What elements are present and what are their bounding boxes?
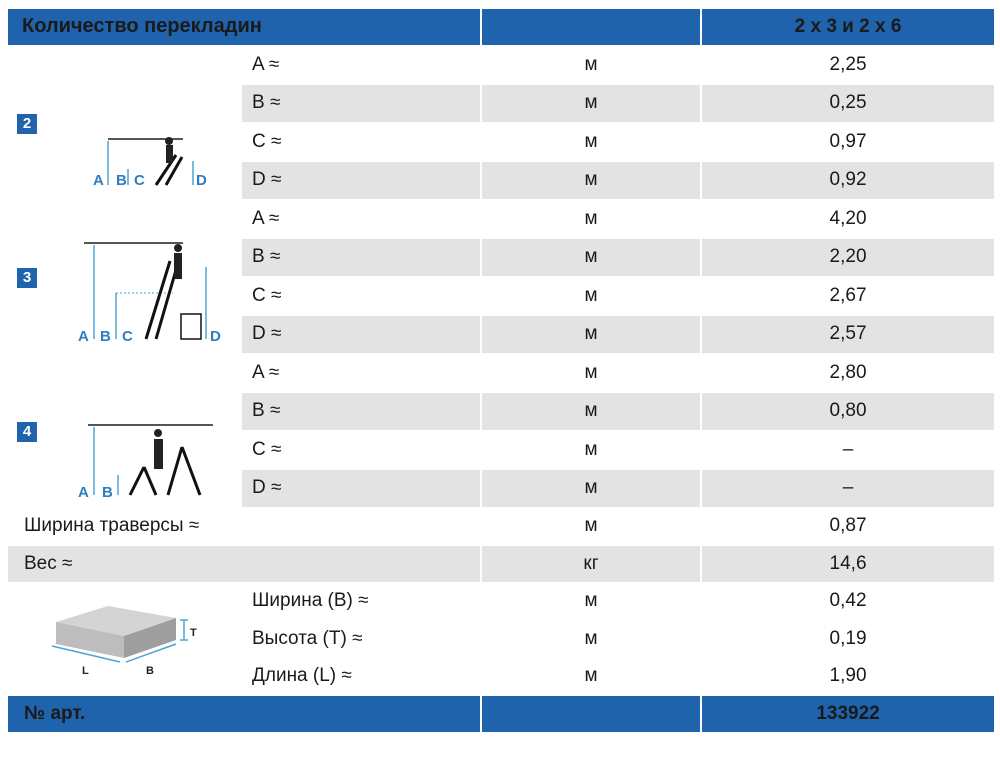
svg-text:A: A — [78, 327, 89, 345]
section-badge: 2 — [17, 114, 37, 134]
section-number — [7, 354, 47, 508]
row-label: A ≈ — [241, 200, 481, 239]
row-unit: м — [481, 123, 701, 162]
svg-text:L: L — [82, 664, 89, 677]
traverse-unit: м — [481, 508, 701, 546]
row-unit: м — [481, 277, 701, 316]
svg-text:B: B — [100, 327, 111, 345]
ladder-diagram-4 — [47, 354, 241, 508]
table-row — [7, 200, 995, 239]
row-value: 2,80 — [701, 354, 995, 393]
ladder-diagram-3 — [47, 200, 241, 354]
ladder-illustration-icon — [48, 201, 238, 353]
row-unit: м — [481, 469, 701, 508]
row-value: 0,42 — [701, 583, 995, 621]
row-unit: м — [481, 315, 701, 354]
footer-unit-spacer — [481, 695, 701, 733]
row-unit: м — [481, 46, 701, 85]
header-unit-spacer — [481, 8, 701, 46]
row-unit: м — [481, 431, 701, 470]
table-row — [7, 583, 995, 621]
row-label: Длина (L) ≈ — [241, 658, 481, 696]
row-unit: м — [481, 161, 701, 200]
row-label: Высота (T) ≈ — [241, 620, 481, 658]
row-unit: м — [481, 620, 701, 658]
row-label: C ≈ — [241, 277, 481, 316]
row-value: 2,67 — [701, 277, 995, 316]
row-label: D ≈ — [241, 315, 481, 354]
table-row — [7, 46, 995, 85]
row-value: – — [701, 469, 995, 508]
row-label: B ≈ — [241, 84, 481, 123]
traverse-value: 0,87 — [701, 508, 995, 546]
table-footer — [7, 695, 995, 733]
svg-text:T: T — [190, 626, 197, 639]
section-number — [7, 200, 47, 354]
svg-text:B: B — [102, 483, 113, 501]
row-value: 2,57 — [701, 315, 995, 354]
row-value: 0,19 — [701, 620, 995, 658]
row-label: A ≈ — [241, 46, 481, 85]
row-value: 0,25 — [701, 84, 995, 123]
row-value: 2,25 — [701, 46, 995, 85]
table-row-weight — [7, 545, 995, 583]
ladder-diagram-2 — [47, 46, 241, 200]
table-row — [7, 354, 995, 393]
article-number: 133922 — [701, 695, 995, 733]
weight-unit: кг — [481, 545, 701, 583]
row-label: B ≈ — [241, 238, 481, 277]
weight-value: 14,6 — [701, 545, 995, 583]
svg-text:A: A — [78, 483, 89, 501]
row-unit: м — [481, 238, 701, 277]
header-model: 2 x 3 и 2 x 6 — [701, 8, 995, 46]
row-label: C ≈ — [241, 123, 481, 162]
header-title: Количество перекладин — [7, 8, 481, 46]
package-diagram — [7, 583, 241, 696]
row-unit: м — [481, 354, 701, 393]
table-header — [7, 8, 995, 46]
row-value: 4,20 — [701, 200, 995, 239]
traverse-label: Ширина траверсы ≈ — [7, 508, 481, 546]
svg-text:D: D — [196, 171, 207, 189]
svg-text:C: C — [134, 171, 145, 189]
row-unit: м — [481, 84, 701, 123]
svg-text:C: C — [122, 327, 133, 345]
row-unit: м — [481, 392, 701, 431]
row-label: Ширина (B) ≈ — [241, 583, 481, 621]
row-value: – — [701, 431, 995, 470]
row-label: A ≈ — [241, 354, 481, 393]
row-unit: м — [481, 583, 701, 621]
row-label: C ≈ — [241, 431, 481, 470]
ladder-illustration-icon — [48, 47, 238, 199]
row-value: 0,97 — [701, 123, 995, 162]
spec-table — [6, 7, 996, 734]
svg-text:A: A — [93, 171, 104, 189]
section-number — [7, 46, 47, 200]
weight-label: Вес ≈ — [7, 545, 481, 583]
package-box-icon — [8, 584, 242, 694]
ladder-illustration-icon — [48, 355, 238, 507]
row-value: 0,80 — [701, 392, 995, 431]
section-badge: 3 — [17, 268, 37, 288]
row-value: 0,92 — [701, 161, 995, 200]
section-badge: 4 — [17, 422, 37, 442]
row-label: B ≈ — [241, 392, 481, 431]
row-value: 1,90 — [701, 658, 995, 696]
svg-text:B: B — [116, 171, 127, 189]
row-unit: м — [481, 658, 701, 696]
article-label: № арт. — [7, 695, 481, 733]
row-label: D ≈ — [241, 161, 481, 200]
svg-text:B: B — [146, 664, 154, 677]
row-label: D ≈ — [241, 469, 481, 508]
svg-text:D: D — [210, 327, 221, 345]
table-row-traverse — [7, 508, 995, 546]
row-value: 2,20 — [701, 238, 995, 277]
row-unit: м — [481, 200, 701, 239]
